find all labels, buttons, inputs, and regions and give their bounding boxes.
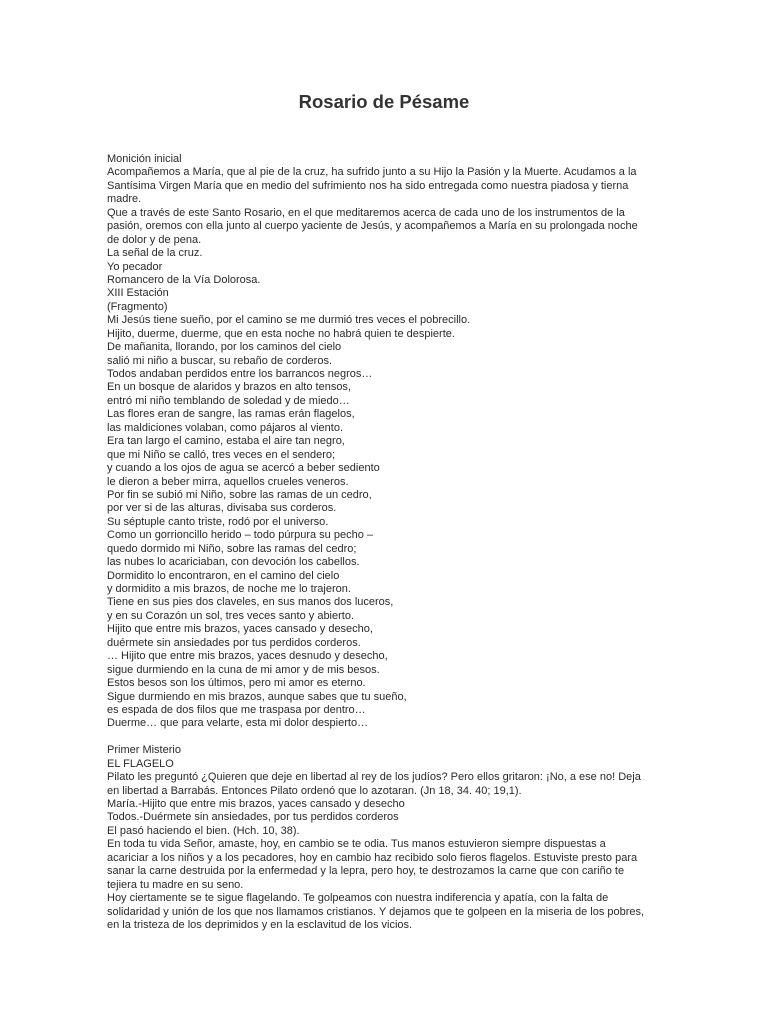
text-line: Tiene en sus pies dos claveles, en sus manos dos luceros, — [107, 596, 394, 609]
text-line: Estos besos son los últimos, pero mi amor es eterno. — [107, 677, 366, 690]
text-line: madre. — [107, 193, 142, 206]
text-line: Pilato les preguntó ¿Quieren que deje en libertad al rey de los judíos? Pero ellos gritaron: ¡No, a ese no! Deja — [107, 771, 641, 784]
text-line: Como un gorrioncillo herido – todo púrpura su pecho – — [107, 529, 373, 542]
document-title: Rosario de Pésame — [298, 91, 470, 112]
text-line: EL FLAGELO — [107, 757, 174, 770]
text-line: por ver si de las alturas, divisaba sus corderos. — [107, 502, 337, 515]
document-body — [107, 153, 667, 932]
section-gap — [107, 731, 667, 744]
text-line: que mi Niño se calló, tres veces en el sendero; — [107, 448, 336, 461]
text-line: las maldiciones volaban, como pájaros al viento. — [107, 421, 344, 434]
text-line: En toda tu vida Señor, amaste, hoy, en cambio se te odia. Tus manos estuvieron siempre dispuestas a — [107, 838, 606, 851]
text-line: sigue durmiendo en la cuna de mi amor y de mis besos. — [107, 663, 380, 676]
text-line: Hijito, duerme, duerme, que en esta noche no habrá quien te despierte. — [107, 327, 455, 340]
text-line: María.-Hijito que entre mis brazos, yaces cansado y desecho — [107, 798, 405, 810]
text-line: La señal de la cruz. — [107, 247, 203, 260]
text-line: Monición inicial — [107, 153, 182, 165]
text-line: en la tristeza de los deprimidos y en la esclavitud de los vicios. — [107, 918, 413, 931]
text-line: Dormidito lo encontraron, en el camino del cielo — [107, 569, 340, 582]
text-line: Era tan largo el camino, estaba el aire tan negro, — [107, 435, 345, 448]
text-line: Todos.-Duérmete sin ansiedades, por tus perdidos corderos — [107, 811, 399, 824]
text-line: El pasó haciendo el bien. (Hch. 10, 38). — [107, 824, 300, 837]
text-line: solidaridad y unión de los que nos llamamos cristianos. Y dejamos que te golpeen en la miseria de los pobres, — [107, 905, 645, 918]
text-line: quedo dormido mi Niño, sobre las ramas del cedro; — [107, 542, 357, 555]
text-line: En un bosque de alaridos y brazos en alto tensos, — [107, 381, 351, 394]
text-line: Santísima Virgen María que en medio del sufrimiento nos ha sido entregada como nuestra piadosa y tierna — [107, 179, 629, 192]
text-line: Mi Jesús tiene sueño, por el camino se me durmió tres veces el pobrecillo. — [107, 314, 471, 327]
text-line: Las flores eran de sangre, las ramas erán flagelos, — [107, 408, 355, 421]
text-line: Por fin se subió mi Niño, sobre las ramas de un cedro, — [107, 488, 372, 501]
text-line: Que a través de este Santo Rosario, en el que meditaremos acerca de cada uno de los instrumentos de la — [107, 206, 625, 219]
text-line: De mañanita, llorando, por los caminos del cielo — [107, 341, 342, 354]
text-line: Acompañemos a María, que al pie de la cruz, ha sufrido junto a su Hijo la Pasión y la Muerte. Acudamos a la — [107, 166, 637, 179]
text-line: Sigue durmiendo en mis brazos, aunque sabes que tu sueño, — [107, 690, 407, 703]
text-line: salió mi niño a buscar, su rebaño de corderos. — [107, 354, 333, 367]
text-line: entró mi niño temblando de soledad y de miedo… — [107, 394, 350, 407]
text-line: … Hijito que entre mis brazos, yaces desnudo y desecho, — [107, 650, 388, 663]
text-line: en libertad a Barrabás. Entonces Pilato ordenó que lo azotaran. (Jn 18, 34. 40; 19,1). — [107, 784, 522, 797]
text-line: las nubes lo acariciaban, con devoción los cabellos. — [107, 556, 360, 569]
text-line: pasión, oremos con ella junto al cuerpo yaciente de Jesús, y acompañemos a María en su prolongada noche — [107, 220, 638, 233]
text-line: (Fragmento) — [107, 300, 168, 313]
text-line: Romancero de la Vía Dolorosa. — [107, 273, 261, 286]
text-line: XIII Estación — [107, 287, 169, 300]
text-line: y dormidito a mis brazos, de noche me lo trajeron. — [107, 583, 351, 595]
first-mystery-section — [107, 744, 667, 932]
text-line: Duerme… que para velarte, esta mi dolor despierto… — [107, 717, 369, 730]
text-line: acariciar a los niños y a los pecadores, hoy en cambio haz recibido solo fieros flagelos. Estuviste presto para — [107, 851, 638, 864]
text-line: tejiera tu madre en su seno. — [107, 878, 244, 891]
text-line: Primer Misterio — [107, 744, 181, 757]
text-line: Hoy ciertamente se te sigue flagelando. Te golpeamos con nuestra indiferencia y apatía, con la falta de — [107, 892, 609, 905]
text-line: Todos andaban perdidos entre los barrancos negros… — [107, 368, 373, 380]
text-line: y cuando a los ojos de agua se acercó a beber sediento — [107, 462, 380, 475]
text-line: y en su Corazón un sol, tres veces santo y abierto. — [107, 609, 355, 622]
text-line: le dieron a beber mirra, aquellos crueles veneros. — [107, 475, 349, 488]
text-line: sanar la carne destruida por la enfermedad y la lepra, pero hoy, te destrozamos la carne que con cariño te — [107, 865, 625, 878]
text-line: duérmete sin ansiedades por tus perdidos corderos. — [107, 636, 361, 649]
text-line: Yo pecador — [107, 260, 163, 273]
text-line: de dolor y de pena. — [107, 233, 202, 246]
text-line: Hijito que entre mis brazos, yaces cansado y desecho, — [107, 623, 373, 636]
text-line: es espada de dos filos que me traspasa por dentro… — [107, 703, 366, 716]
intro-section — [107, 153, 667, 731]
text-line: Su séptuple canto triste, rodó por el universo. — [107, 515, 329, 528]
